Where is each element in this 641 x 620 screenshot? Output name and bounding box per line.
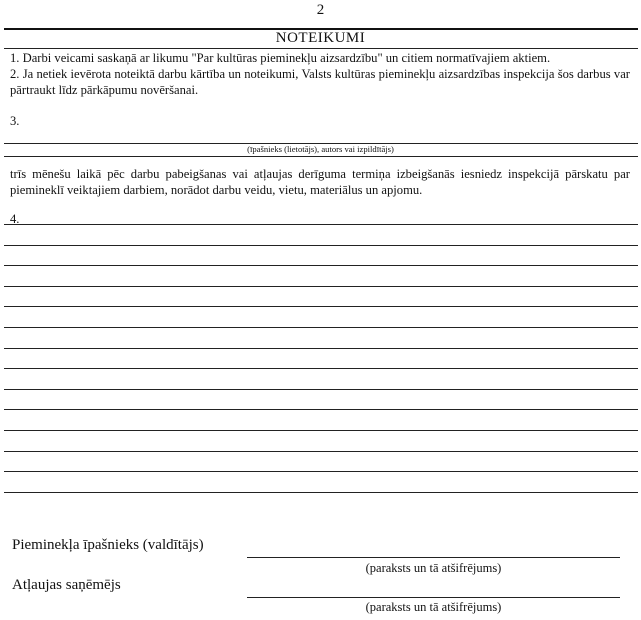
- recipient-signature-caption: (paraksts un tā atšifrējums): [365, 600, 502, 614]
- page-title: NOTEIKUMI: [275, 30, 366, 46]
- rule-item-1: 1. Darbi veicami saskaņā ar likumu "Par kultūras pieminekļu aizsardzību" un citiem normatīvajiem aktiem.: [10, 51, 551, 65]
- item-4-fill-line: [4, 409, 638, 410]
- recipient-signature-label: Atļaujas saņēmējs: [12, 577, 121, 593]
- rule-item-3-number: 3.: [10, 114, 20, 128]
- owner-signature-line[interactable]: [247, 557, 620, 558]
- item-4-fill-line: [4, 430, 638, 431]
- item-3-caption-rule: [4, 156, 638, 157]
- item-4-fill-line: [4, 348, 638, 349]
- item-4-fill-line: [4, 451, 638, 452]
- item-4-fill-line: [4, 389, 638, 390]
- item-3-caption: (īpašnieks (lietotājs), autors vai izpildītājs): [247, 144, 394, 154]
- item-4-fill-line: [4, 224, 638, 225]
- item-4-fill-line: [4, 286, 638, 287]
- rule-item-3-text: trīs mēnešu laikā pēc darbu pabeigšanas vai atļaujas derīguma termiņa izbeigšanās iesniedz inspekcijā pārskatu par piemineklī veiktajiem darbiem, norādot darbu veidu, vietu, materiālus un apjomu.: [10, 167, 630, 197]
- item-4-fill-line: [4, 327, 638, 328]
- item-4-fill-line: [4, 368, 638, 369]
- item-4-fill-line: [4, 245, 638, 246]
- item-4-fill-line: [4, 265, 638, 266]
- title-bottom-rule: [4, 48, 638, 49]
- item-4-fill-line: [4, 471, 638, 472]
- page-number: 2: [316, 2, 325, 18]
- owner-signature-label: Pieminekļa īpašnieks (valdītājs): [12, 537, 204, 553]
- item-4-fill-line: [4, 306, 638, 307]
- recipient-signature-line[interactable]: [247, 597, 620, 598]
- rule-item-4-number: 4.: [10, 212, 20, 226]
- rule-item-2: 2. Ja netiek ievērota noteiktā darbu kārtība un noteikumi, Valsts kultūras pieminekļu aizsardzības inspekcija šos darbus var pārtraukt līdz pārkāpumu novēršanai.: [10, 67, 630, 97]
- owner-signature-caption: (paraksts un tā atšifrējums): [365, 561, 502, 575]
- item-4-fill-line: [4, 492, 638, 493]
